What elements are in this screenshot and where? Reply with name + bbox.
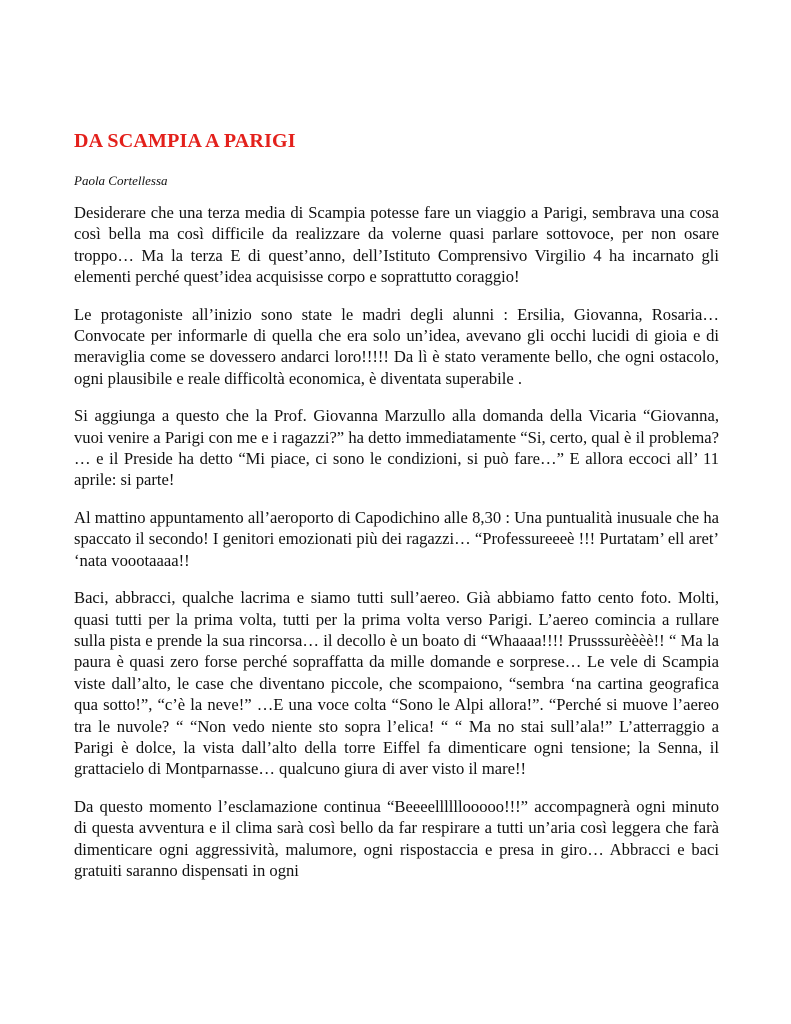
paragraph-2: Le protagoniste all’inizio sono state le madri degli alunni : Ersilia, Giovanna, Rosaria… Convocate per informarle di quella che era solo un’idea, avevano gli occhi lucidi di gioia e di meraviglia come se dovessero andarci loro!!!!! Da lì è stato veramente bello, che ogni ostacolo, ogni plausibile e reale difficoltà economica, è diventata superabile . [74, 304, 719, 388]
document-title: DA SCAMPIA A PARIGI [74, 130, 296, 152]
paragraph-5: Baci, abbracci, qualche lacrima e siamo tutti sull’aereo. Già abbiamo fatto cento foto. Molti, quasi tutti per la prima volta, tutti per la prima volta verso Parigi. L’aereo comincia a rullare sulla pista e prende la sua rincorsa… il decollo è un boato di “Whaaaa!!!! Prusssurèèèè!! “ Ma la paura è quasi zero forse perché sopraffatta da mille domande e sorprese… Le vele di Scampia viste dall’alto, le case che diventano piccole, che scompaiono, “sembra ‘na cartina geografica qua sotto!”, “c’è la neve!” …E una voce colta “Sono le Alpi allora!”. “Perché si muove l’aereo tra le nuvole? “ “Non vedo niente sto sopra l’elica! “ “ Ma no stai sull’ala!” L’atterraggio a Parigi è dolce, la vista dall’alto della torre Eiffel fa dimenticare ogni tensione; la Senna, il grattacielo di Montparnasse… qualcuno giura di aver visto il mare!! [74, 588, 719, 779]
paragraph-3: Si aggiunga a questo che la Prof. Giovanna Marzullo alla domanda della Vicaria “Giovanna, vuoi venire a Parigi con me e i ragazzi?” ha detto immediatamente “Si, certo, qual è il problema? … e il Preside ha detto “Mi piace, ci sono le condizioni, si può fare…” E allora eccoci all’ 11 aprile: si parte! [74, 406, 719, 490]
paragraph-6: Da questo momento l’esclamazione continua “Beeeellllllooooo!!!” accompagnerà ogni minuto di questa avventura e il clima sarà così bello da far respirare a tutti un’aria così leggera che farà dimenticare ogni aggressività, malumore, ogni rispostaccia e presa in giro… Abbracci e baci gratuiti saranno dispensati in ogni [74, 796, 719, 880]
paragraph-4: Al mattino appuntamento all’aeroporto di Capodichino alle 8,30 : Una puntualità inusuale che ha spaccato il secondo! I genitori emozionati più dei ragazzi… “Professureeeè !!! Purtatam’ ell aret’ ‘nata voootaaaa!! [74, 507, 719, 570]
paragraph-1: Desiderare che una terza media di Scampia potesse fare un viaggio a Parigi, sembrava una cosa così bella ma così difficile da realizzare da volerne quasi parlare sottovoce, per non osare troppo… Ma la terza E di quest’anno, dell’Istituto Comprensivo Virgilio 4 ha incarnato gli elementi perché quest’idea acquisisse corpo e soprattutto coraggio! [74, 203, 719, 287]
document-page [74, 128, 719, 897]
document-author: Paola Cortellessa [74, 173, 168, 188]
